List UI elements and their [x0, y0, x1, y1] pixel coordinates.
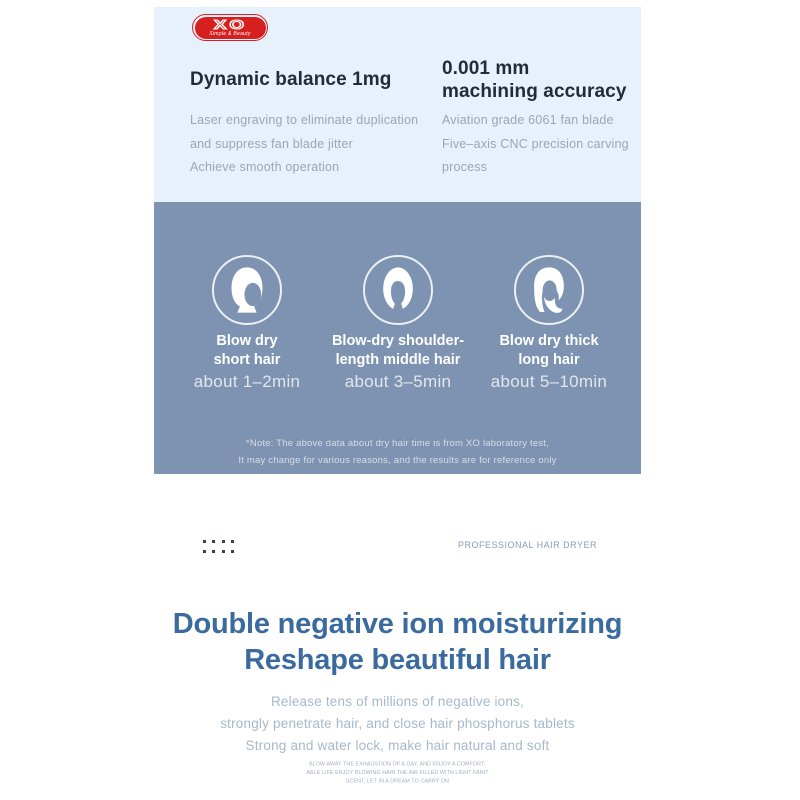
dry-item-label: Blow dry short hair: [213, 333, 281, 368]
brand-name: XO: [213, 16, 247, 32]
hero-title: Double negative ion moisturizing Reshape beautiful hair: [172, 608, 623, 676]
dry-item-time: about 3–5min: [344, 372, 452, 391]
short-hair-icon: [212, 255, 282, 325]
feature-right-line: Five–axis CNC precision carving: [442, 136, 629, 151]
dry-time-note: *Note: The above data about dry hair time is from XO laboratory test, It may change for various reasons, and the results are for reference only: [238, 438, 557, 466]
long-hair-icon: [514, 255, 584, 325]
brand-logo: [192, 14, 268, 41]
feature-left-title: Dynamic balance 1mg: [190, 69, 392, 90]
feature-left-line: and suppress fan blade jitter: [190, 136, 353, 151]
feature-left-line: Laser engraving to eliminate duplication: [190, 113, 419, 127]
dry-item-time: about 1–2min: [193, 372, 301, 391]
fine-print: BLOW AWAY THE EXHAUSTION OF A DAY, AND ENJOY A COMFORT- ABLE LIFE ENJOY BLOWING HAIR THE AIR FILLED WITH LIGHT FAINT SCENT, LET IN A DREAM TO CARRY ON: [306, 761, 489, 784]
feature-left-body: [190, 109, 418, 180]
feature-left-line: Achieve smooth operation: [190, 160, 340, 174]
feature-right-line: Aviation grade 6061 fan blade: [442, 113, 614, 127]
dry-item-label: Blow-dry shoulder- length middle hair: [331, 333, 465, 368]
brand-tagline: Simple & Beauty: [209, 31, 251, 38]
feature-right-body: [442, 109, 629, 180]
feature-right-line: process: [442, 160, 488, 174]
dry-item-label: Blow dry thick long hair: [499, 333, 599, 368]
middle-hair-icon: [363, 255, 433, 325]
hero-body: Release tens of millions of negative ions, strongly penetrate hair, and close hair phosphorus tablets Strong and water lock, make hair natural and soft: [220, 694, 575, 753]
category-tag: PROFESSIONAL HAIR DRYER: [457, 540, 597, 550]
dry-item-time: about 5–10min: [490, 372, 608, 391]
brand-logo-pill: [195, 17, 266, 39]
feature-right-title: 0.001 mm machining accuracy: [442, 58, 627, 102]
